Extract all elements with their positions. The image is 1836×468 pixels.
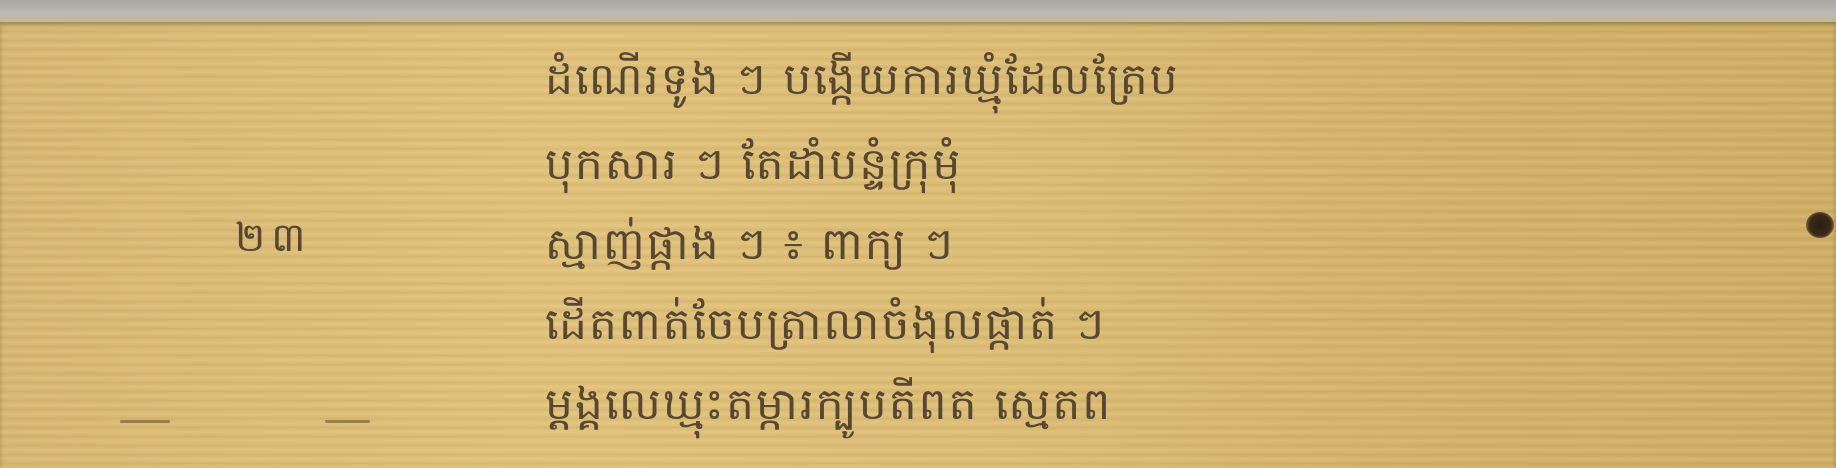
manuscript-line-4: ដើតពាត់ចែបត្រាលាចំងុលផ្កាត់ ៗ xyxy=(545,299,1106,350)
manuscript-line-1: ដំណើរទូង ៗ បង្កើយការឃ្មុំដែលត្រែប xyxy=(545,54,1180,105)
flourish-mark-2 xyxy=(325,420,370,423)
page-number: ២៣ xyxy=(235,215,312,261)
manuscript-line-3: ស្មាញ់ផ្កាង ៗ ៖ ពាក្យ ៗ xyxy=(545,219,955,270)
manuscript-line-2: បុកសារ ៗ តែដាំបន្ទំក្រុមុំ xyxy=(545,139,963,190)
palm-leaf-manuscript xyxy=(0,22,1836,468)
manuscript-line-5: ម្តង្គលេឃ្មុះតម្ការក្បូបតីពត ស្មេតព xyxy=(545,379,1113,430)
background-edge xyxy=(0,0,1836,24)
flourish-mark-1 xyxy=(120,420,170,423)
binding-hole-mark xyxy=(1806,212,1834,238)
